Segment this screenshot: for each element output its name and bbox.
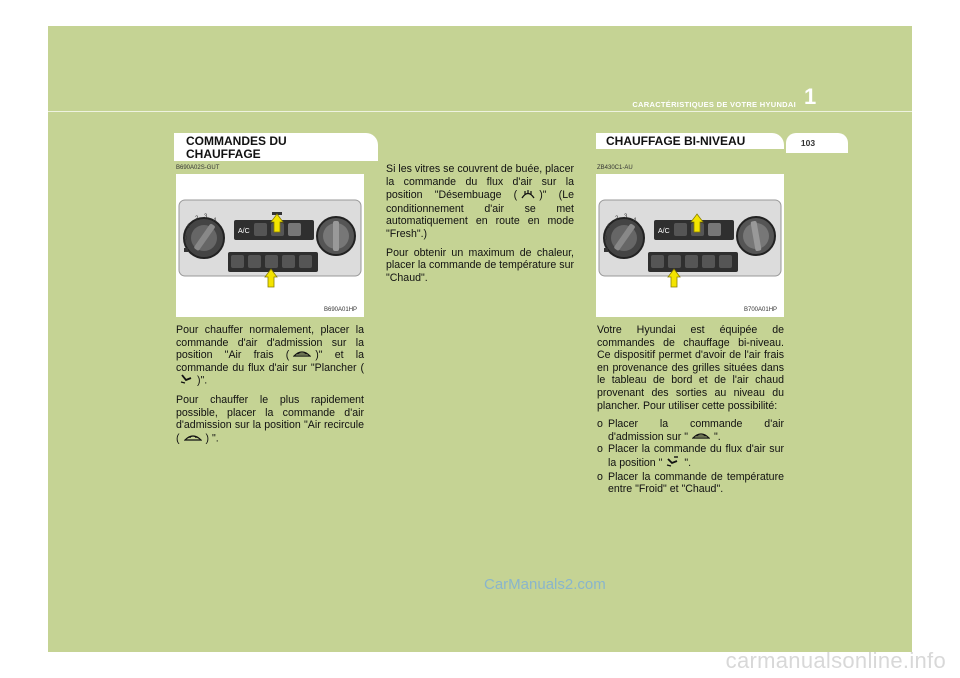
dial-label-2: 2 bbox=[195, 216, 199, 222]
list-item-1a: Placer la commande d'air d'admission sur " bbox=[608, 418, 784, 443]
middle-para-1a: Si les vitres se couvrent de buée, placer la commande du flux d'air sur la position "Désembuage ( bbox=[386, 163, 574, 202]
dial-label-1: 1 bbox=[187, 224, 191, 230]
header-rule bbox=[48, 111, 912, 112]
middle-body-text bbox=[386, 163, 574, 290]
left-para-1b: )" et la commande du flux d'air sur "Plancher ( bbox=[176, 349, 364, 374]
left-para-2 bbox=[176, 394, 364, 445]
dial-label-4-right: 4 bbox=[633, 218, 637, 224]
ac-button-label-right: A/C bbox=[658, 228, 670, 235]
middle-para-2: Pour obtenir un maximum de chaleur, placer la commande de température sur "Chaud". bbox=[386, 246, 574, 284]
list-item-2b: ". bbox=[684, 457, 692, 470]
dial-label-2-right: 2 bbox=[615, 216, 619, 222]
dial-label-3: 3 bbox=[204, 214, 208, 220]
dial-label-0: 0 bbox=[184, 236, 188, 242]
fresh-air-icon bbox=[692, 431, 710, 444]
dial-label-1-right: 1 bbox=[607, 224, 611, 230]
dial-label-4: 4 bbox=[213, 218, 217, 224]
middle-para-1 bbox=[386, 163, 574, 241]
section-code-right: ZB430C1-AU bbox=[597, 165, 633, 171]
heater-control-figure-left bbox=[176, 174, 364, 317]
bilevel-panel-illustration bbox=[596, 174, 784, 317]
section-title-line1: COMMANDES DU bbox=[186, 134, 287, 148]
watermark-text[interactable]: CarManuals2.com bbox=[484, 576, 606, 593]
heater-panel-illustration bbox=[176, 174, 364, 317]
list-item bbox=[597, 443, 784, 470]
dial-label-3-right: 3 bbox=[624, 214, 628, 220]
chapter-title: CARACTÉRISTIQUES DE VOTRE HYUNDAI bbox=[632, 100, 796, 109]
left-para-1 bbox=[176, 324, 364, 388]
list-item bbox=[597, 471, 784, 496]
list-bullet: o bbox=[597, 418, 603, 431]
section-code-left: B690A02S-GUT bbox=[176, 165, 220, 171]
list-bullet: o bbox=[597, 470, 603, 483]
right-instruction-list bbox=[597, 418, 784, 496]
list-item bbox=[597, 418, 784, 443]
middle-para-1b: )" (Le conditionnement d'air se met automatiquement en route en mode "Fresh".) bbox=[386, 189, 574, 240]
chapter-number: 1 bbox=[804, 84, 817, 109]
list-bullet: o bbox=[597, 443, 603, 456]
list-item-2a: Placer la commande du flux d'air sur la position " bbox=[608, 443, 784, 470]
left-body-text bbox=[176, 324, 364, 451]
bilevel-mode-icon bbox=[666, 456, 680, 471]
list-item-3: Placer la commande de température entre "Froid" et "Chaud". bbox=[608, 470, 784, 496]
heater-control-figure-right bbox=[596, 174, 784, 317]
list-item-1b: ". bbox=[713, 430, 721, 443]
floor-mode-icon bbox=[180, 374, 193, 388]
left-para-1a: Pour chauffer normalement, placer la commande d'air d'admission sur la position "Air frais ( bbox=[176, 324, 364, 362]
footer-watermark: carmanualsonline.info bbox=[725, 648, 946, 673]
defrost-icon bbox=[521, 188, 535, 203]
ac-button-label: A/C bbox=[238, 228, 250, 235]
section-title-right: CHAUFFAGE BI-NIVEAU bbox=[606, 134, 746, 148]
figure-code-left: B690A01HP bbox=[324, 307, 358, 313]
page-number: 103 bbox=[800, 138, 816, 148]
right-body-text bbox=[597, 324, 784, 496]
left-para-2a: Pour chauffer le plus rapidement possible, placer la commande d'air d'admission sur la position "Air recircule ( bbox=[176, 394, 364, 445]
figure-code-right: B700A01HP bbox=[744, 307, 778, 313]
left-para-1c: )". bbox=[197, 375, 208, 388]
section-title-line2: CHAUFFAGE bbox=[186, 147, 261, 161]
recirculate-air-icon bbox=[184, 432, 202, 446]
section-title-left bbox=[186, 135, 287, 161]
fresh-air-icon bbox=[293, 349, 311, 362]
dial-label-0-right: 0 bbox=[604, 236, 608, 242]
left-para-2b: ) ". bbox=[205, 432, 219, 445]
right-intro: Votre Hyundai est équipée de commandes de chauffage bi-niveau. Ce dispositif permet d'avoir de l'air frais en provenance des grilles situées dans le tableau de bord et de l'air chaud provenant des sorties au niveau du plancher. Pour utiliser cette possibilité: bbox=[597, 324, 784, 412]
